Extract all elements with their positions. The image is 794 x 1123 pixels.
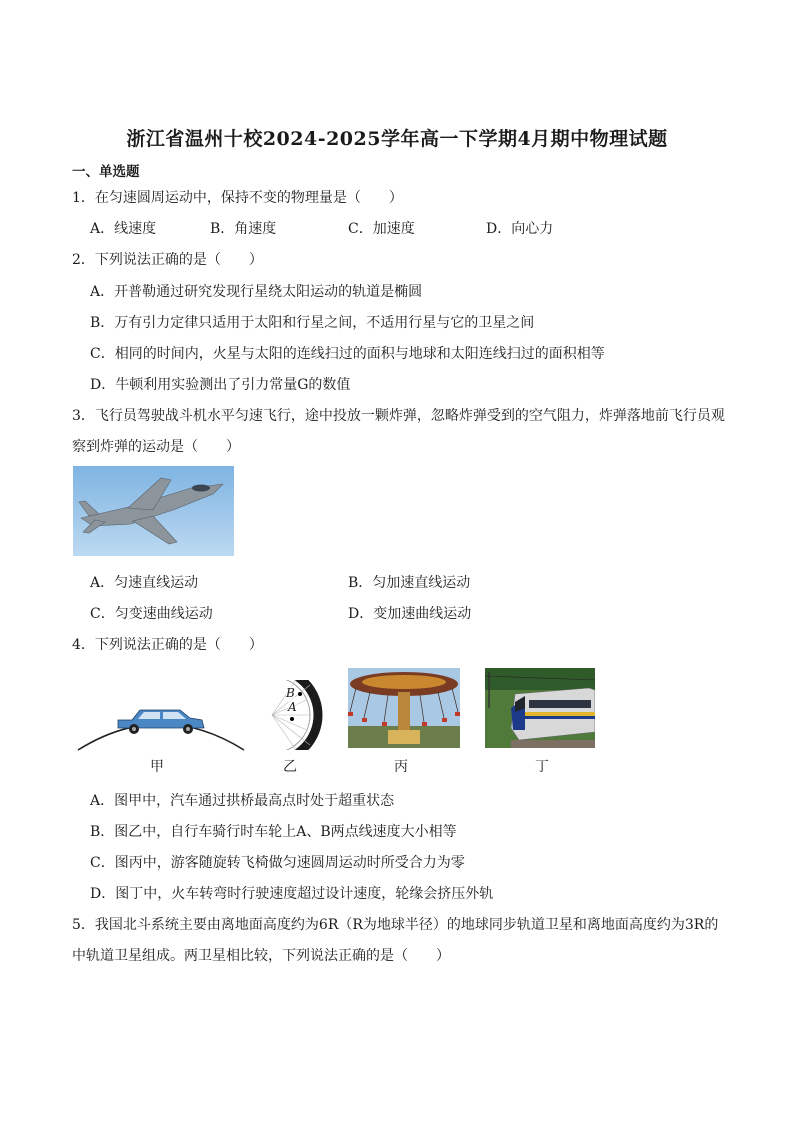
bicycle-wheel-figure: [262, 680, 324, 750]
q4-option-b: B．图乙中，自行车骑行时车轮上A、B两点线速度大小相等: [90, 824, 457, 840]
wheel-point-a-label: A: [288, 700, 297, 714]
caption-bing: 丙: [394, 759, 408, 775]
swing-ride-image: [348, 668, 460, 748]
q3-option-b: B．匀加速直线运动: [348, 575, 471, 591]
question-3-stem-line-1: 3．飞行员驾驶战斗机水平匀速飞行，途中投放一颗炸弹，忽略炸弹受到的空气阻力，炸弹落地前飞行员观: [72, 408, 725, 424]
question-4-stem: 4．下列说法正确的是（ ）: [72, 637, 263, 653]
q3-option-a: A．匀速直线运动: [90, 575, 199, 591]
q1-option-d: D．向心力: [486, 221, 554, 237]
q2-option-d: D．牛顿利用实验测出了引力常量G的数值: [90, 377, 351, 393]
section-heading: 一、单选题: [72, 164, 140, 180]
q1-option-a: A．线速度: [90, 221, 157, 237]
wheel-point-b-label: B: [286, 686, 295, 700]
train-image: [485, 668, 595, 748]
q2-option-a: A．开普勒通过研究发现行星绕太阳运动的轨道是椭圆: [90, 284, 423, 300]
caption-jia: 甲: [150, 759, 164, 775]
page-title: 浙江省温州十校2024-2025学年高一下学期4月期中物理试题: [126, 128, 668, 150]
caption-yi: 乙: [283, 759, 297, 775]
q3-option-d: D．变加速曲线运动: [348, 606, 472, 622]
q4-option-d: D．图丁中，火车转弯时行驶速度超过设计速度，轮缘会挤压外轨: [90, 886, 494, 902]
q2-option-c: C．相同的时间内，火星与太阳的连线扫过的面积与地球和太阳连线扫过的面积相等: [90, 346, 605, 362]
question-5-stem-line-1: 5．我国北斗系统主要由离地面高度约为6R（R为地球半径）的地球同步轨道卫星和离地面高度约为3R的: [72, 917, 719, 933]
q1-option-c: C．加速度: [348, 221, 415, 237]
question-2-stem: 2．下列说法正确的是（ ）: [72, 252, 263, 268]
question-3-stem-line-2: 察到炸弹的运动是（ ）: [72, 439, 240, 455]
q4-option-a: A．图甲中，汽车通过拱桥最高点时处于超重状态: [90, 793, 395, 809]
question-5-stem-line-2: 中轨道卫星组成。两卫星相比较，下列说法正确的是（ ）: [72, 948, 450, 964]
q1-option-b: B．角速度: [210, 221, 277, 237]
car-on-arch-bridge-figure: [76, 690, 246, 752]
q4-option-c: C．图丙中，游客随旋转飞椅做匀速圆周运动时所受合力为零: [90, 855, 465, 871]
caption-ding: 丁: [535, 759, 549, 775]
fighter-jet-image: [73, 466, 234, 556]
q2-option-b: B．万有引力定律只适用于太阳和行星之间，不适用行星与它的卫星之间: [90, 315, 535, 331]
q3-option-c: C．匀变速曲线运动: [90, 606, 213, 622]
question-1-stem: 1．在匀速圆周运动中，保持不变的物理量是（ ）: [72, 190, 403, 206]
